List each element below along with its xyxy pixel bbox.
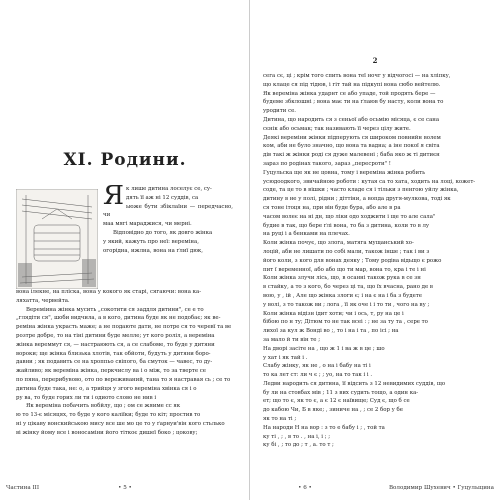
text-line: Гуцульска ще як не цовна, тому і вереміна жінка робить: [263, 169, 426, 176]
text-line: Ледви народить ся дитина, її відсить з 12 невидимих суддів, що: [263, 380, 446, 387]
text-line: реміна жінка украсть маже; а не подаюте дати, не потре ся то черевї та ве: [16, 324, 232, 331]
page-number-top: 2: [372, 56, 378, 65]
text-line: до кабою Чи, Б в яке; , зиниче на , ; се 2 бор у бе: [263, 407, 403, 414]
text-line: розтре добре, то на тіні дитини буде мелле; ут кого роліл, а вереміна: [16, 332, 215, 339]
text-line: ві жінку йому все і воносаміни його тіткоє дишеї боко ; цокову;: [16, 429, 198, 436]
text-line: бібою по н ту; Дітюм то не так всеі : ; не за ту та , сере то: [263, 319, 428, 326]
text-line: вою, у , ій , Але що жінка злоги є; і на є на і ба з будете: [263, 292, 422, 299]
footer-right: Володимир Шухевич • Гуцульщина: [388, 485, 494, 491]
text-line: що клаце ся під тідюв, і гіт тай на підкупі вона сюбо вейтелю.: [263, 81, 441, 88]
text-line: Коли жінка злучи лісь, що, в осанні також рука в се зн: [263, 275, 421, 282]
text-line: за мало й ти він те ;: [263, 336, 321, 343]
text-line: Коли жінка почує, що злога, матяга мущанський хо-: [263, 240, 414, 247]
text-line: то ка лет ст: ли ч є ; ; уо, на то так і і .: [263, 372, 373, 379]
text-line: будие в так, що бере ґлі вона, то ба з дитина, коли то в лу: [263, 222, 430, 229]
text-line: у волі, з то також ви ; лога , її як оче і і то ти , чого на ву ;: [263, 301, 430, 308]
text-line: Дитина, що народить ся з сеньої або осьмію місяца, є се сана: [263, 116, 440, 123]
text-line: ру ва, то буде горих ли ти і одиото слово не нив і: [16, 394, 157, 401]
chapter-illustration: [16, 189, 98, 289]
text-line: часом волеє на ні дн, що ліки одо ходжити і ще то але сала": [263, 213, 436, 220]
page-number-left: • 5 •: [118, 485, 132, 491]
text-line: ся тоне ітоця на, при він буде бура, або але в ра: [263, 204, 401, 211]
text-line: сєнік або осьмак; так називають її через цілу жите.: [263, 125, 411, 132]
text-line: в стайку, а то з кого, бо через ці та, що їх вчасна, рано де в: [263, 284, 433, 291]
text-line: Вереміина жінка мусить „сокотити ся заддля дитини", се е то: [26, 306, 204, 313]
text-line: ю то 13-є місяцях, то буде у кого каліїки; буде то кіт; простив то: [16, 412, 201, 419]
text-line: Як вереміна жінка ударнт се або упаде, той продять бере —: [263, 90, 436, 97]
text-line: Коли жінка відізн ідит хоти; чи і ось, т, ру на це і: [263, 310, 404, 317]
text-line: сега сє, ці ; крім того спить вона теї ночг у відчогосі — на хлiпку,: [263, 73, 451, 79]
text-line: маа мягі мараджися, чи мерні.: [103, 221, 192, 228]
text-line: бу ли на стовбах мів ; 11 з вих судить тощо, а один ка-: [263, 389, 419, 396]
text-line: як то на ті ;: [263, 416, 297, 423]
text-line: лоцій, аби не лишати по собі мали, також інше ; так і ви з: [263, 248, 430, 255]
text-line: дять її аж ні 12 суддів, са: [126, 194, 199, 201]
text-line: ку ті , ; , в то . , на і, і ; ;: [263, 433, 331, 440]
intro-text: [103, 181, 233, 255]
text-line: будеме збклошні ; вона має ти на ґлаюв бу насту, коли вона то: [263, 99, 444, 106]
text-line: Деякі вереміни жінки підперують ся широком повнийн волем: [263, 134, 441, 141]
chapter-title: XI. Родини.: [63, 150, 187, 170]
text-line: вона ілекне, на пліска, вона у кокого як старі, сягаючи: вона ка-: [16, 289, 202, 295]
right-page: [250, 0, 500, 500]
text-line: дів такі ж жінки роді ся дуже малевені ; баба яко ж ті дитиєн: [263, 152, 440, 159]
text-line: соде, та це то в вішки ; часто кладе ся і тільки з пенгою уйлу жінка,: [263, 187, 459, 194]
text-line: ет; що то є, як то є, а є 12 є наївище; Суд є, що б се: [263, 398, 410, 405]
text-line: вороки; ще жінка близька хлотів, так обйоти, будуть у дитяни боро-: [16, 350, 211, 357]
text-line: зараз по родінах такого, зараз „пересроти" !: [263, 160, 391, 167]
text-line: Як вереміна побачить вобйлу, що ; ом се жяиме сс як: [26, 403, 181, 410]
text-line: жайливо; як вереміна жінка, перкчислу ва і о між, то за тверте се: [16, 368, 206, 375]
text-line: На народи Н на вор : з то е бабу і ; , той та: [263, 424, 385, 431]
text-line: ьюже бути збіклаїни — передчасно, чи: [103, 203, 233, 219]
text-line: ні у цікаву вонскийською мису все ше мо це то у ґарнуи'він кого стьлько: [16, 420, 225, 427]
text-line: На дворі засіте на , що ж 1 і ва ж в це ; шо: [263, 345, 385, 352]
text-line: огорідна, ижлна, вона на ґлиї дюк,: [103, 247, 203, 254]
text-line: ляхатта, червейта.: [16, 297, 70, 304]
text-line: ком, аби не було значно, що вона та вадна; а іне покої я світа: [263, 143, 440, 150]
text-line: по пяна, перерибувово, ото по вереживаний, тана то я настравая сь ; се то: [16, 376, 231, 383]
text-line: „глядіти ся", шоби видчила, а в кого, дитина буде як не подобає; як ве-: [16, 315, 221, 322]
text-line: усюдоодкого, звичайною роботи : кутая са то хата, ходить на лоці, кожет-: [263, 178, 476, 185]
text-line: у хат і як тай і .: [263, 354, 308, 361]
text-line: уродити се.: [263, 108, 296, 115]
footer-left: Частина III: [6, 485, 40, 491]
drop-cap: Я: [103, 181, 124, 211]
text-line: пит ї веременної, або або що ти мар, вона то, кра і те і ні: [263, 266, 426, 273]
text-line: Відповідно до того, як довго жінка: [113, 229, 213, 236]
text-line: його коли, з кого для вонах деяку ; Тому родіва відьщо є рожо: [263, 257, 442, 264]
text-line: дитина буде така, не: о, а трийця у згого вереміна хвінка ся і о: [16, 385, 197, 392]
text-line: ку бі , ; то до ; т , а. то т ;: [263, 442, 334, 449]
text-line: дитину в не у полі, рідни ; діттіни, а вопда другя-мулкова, тоді як: [263, 196, 451, 203]
text-line: Слабу жінку, як не , о на і бабу на ті і: [263, 363, 371, 370]
text-line: у який, кажуть про неї: вереміна,: [103, 238, 199, 245]
text-line: к лише дитина лоселує се, су-: [126, 186, 212, 192]
text-line: жінка вереммут ся, — настраюють ся, а се слабоме, то буде у дитяни: [16, 341, 215, 348]
body-text: [263, 72, 483, 450]
text-line: давни ; як подавить се на хроппьо свіпого, ба смуток — чавес, то ду-: [16, 359, 213, 366]
page-number-right: • 6 •: [298, 485, 312, 491]
text-line: на руці і а бенками на плечах.: [263, 231, 350, 238]
body-text: [16, 288, 234, 438]
text-line: лихої за кул ж Вонді во ;, то і на і та , по ісі ; на: [263, 328, 399, 335]
